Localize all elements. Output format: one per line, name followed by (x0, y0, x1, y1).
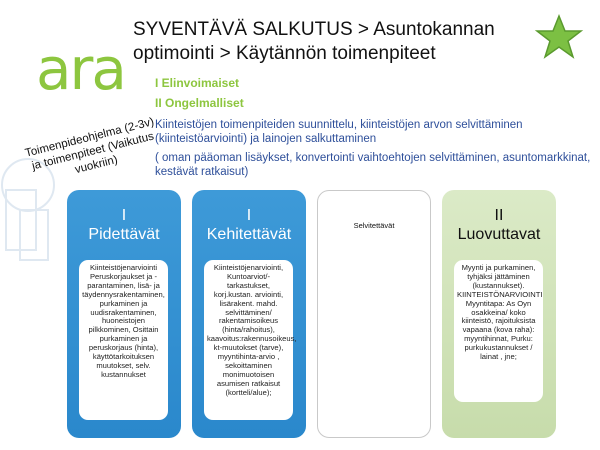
bullet-ongelmalliset: II Ongelmalliset (155, 96, 244, 110)
column-selvitettavat (317, 190, 431, 438)
column-title (67, 206, 181, 244)
column-details: Myynti ja purkaminen, tyhjäksi jättäminen (kustannukset). KIINTEISTÖNARVIOINTI Myyntitapa: As Oyn osakkeina/ koko kiinteistö, rajoituksista vapaana (kova raha): myyntihinnat, Purku: purkukustannukset / lainat , jne; (454, 260, 543, 402)
slide-title: SYVENTÄVÄ SALKUTUS > Asuntokannan optimointi > Käytännön toimenpiteet (133, 19, 495, 64)
column-details: Kiinteistöjenarviointi, Kuntoarviot/-tarkastukset, korj.kustan. arviointi, lisärakent. mahd. selvittäminen/ rakentamisoikeus (hinta/rahoitus), kaavoitus:rakennusoikeus, kt-muutokset (tarve), myyntihinta-arvio , sekoittaminen monimuotoisen asumisen ratkaisut (kortteli/alue); (204, 260, 293, 420)
column-title-text: Selvitettävät (353, 221, 395, 230)
column-title-text: I Kehitettävät (206, 207, 292, 243)
column-kehitettavat (192, 190, 306, 438)
column-luovuttavat (442, 190, 556, 438)
column-pidettavat (67, 190, 181, 438)
green-star-icon (534, 14, 584, 60)
column-details: Kiinteistöjenarviointi Peruskorjaukset ja -parantaminen, lisä- ja täydennysrakentaminen, purkaminen ja uudisrakentaminen, huoneistojen pilkkominen, Osittain purkaminen ja peruskorjaus (hinta), käyttötarkoituksen muutokset, selv. kustannukset (79, 260, 168, 420)
bullet-text-2: ( oman pääoman lisäykset, konvertointi vaihtoehtojen selvittäminen, asuntomarkkinat, kestävät ratkaisut) (155, 152, 591, 178)
bullet-elinvoimaiset: I Elinvoimaiset (155, 76, 240, 90)
bullet-text-1: Kiinteistöjen toimenpiteiden suunnittelu, kiinteistöjen arvon selvittäminen (kiinteistöarviointi) ja lainojen salkuttaminen (155, 119, 523, 145)
side-label: Toimenpideohjelma (2-3v) ja toimenpiteet (Vaikutus vuokriin) (23, 116, 156, 177)
ara-logo: ara (36, 35, 125, 103)
column-title-text: I Pidettävät (88, 207, 160, 243)
column-title-text: II Luovuttavat (457, 207, 541, 243)
column-title (442, 206, 556, 244)
bullet-list (155, 76, 595, 184)
column-title (192, 206, 306, 244)
